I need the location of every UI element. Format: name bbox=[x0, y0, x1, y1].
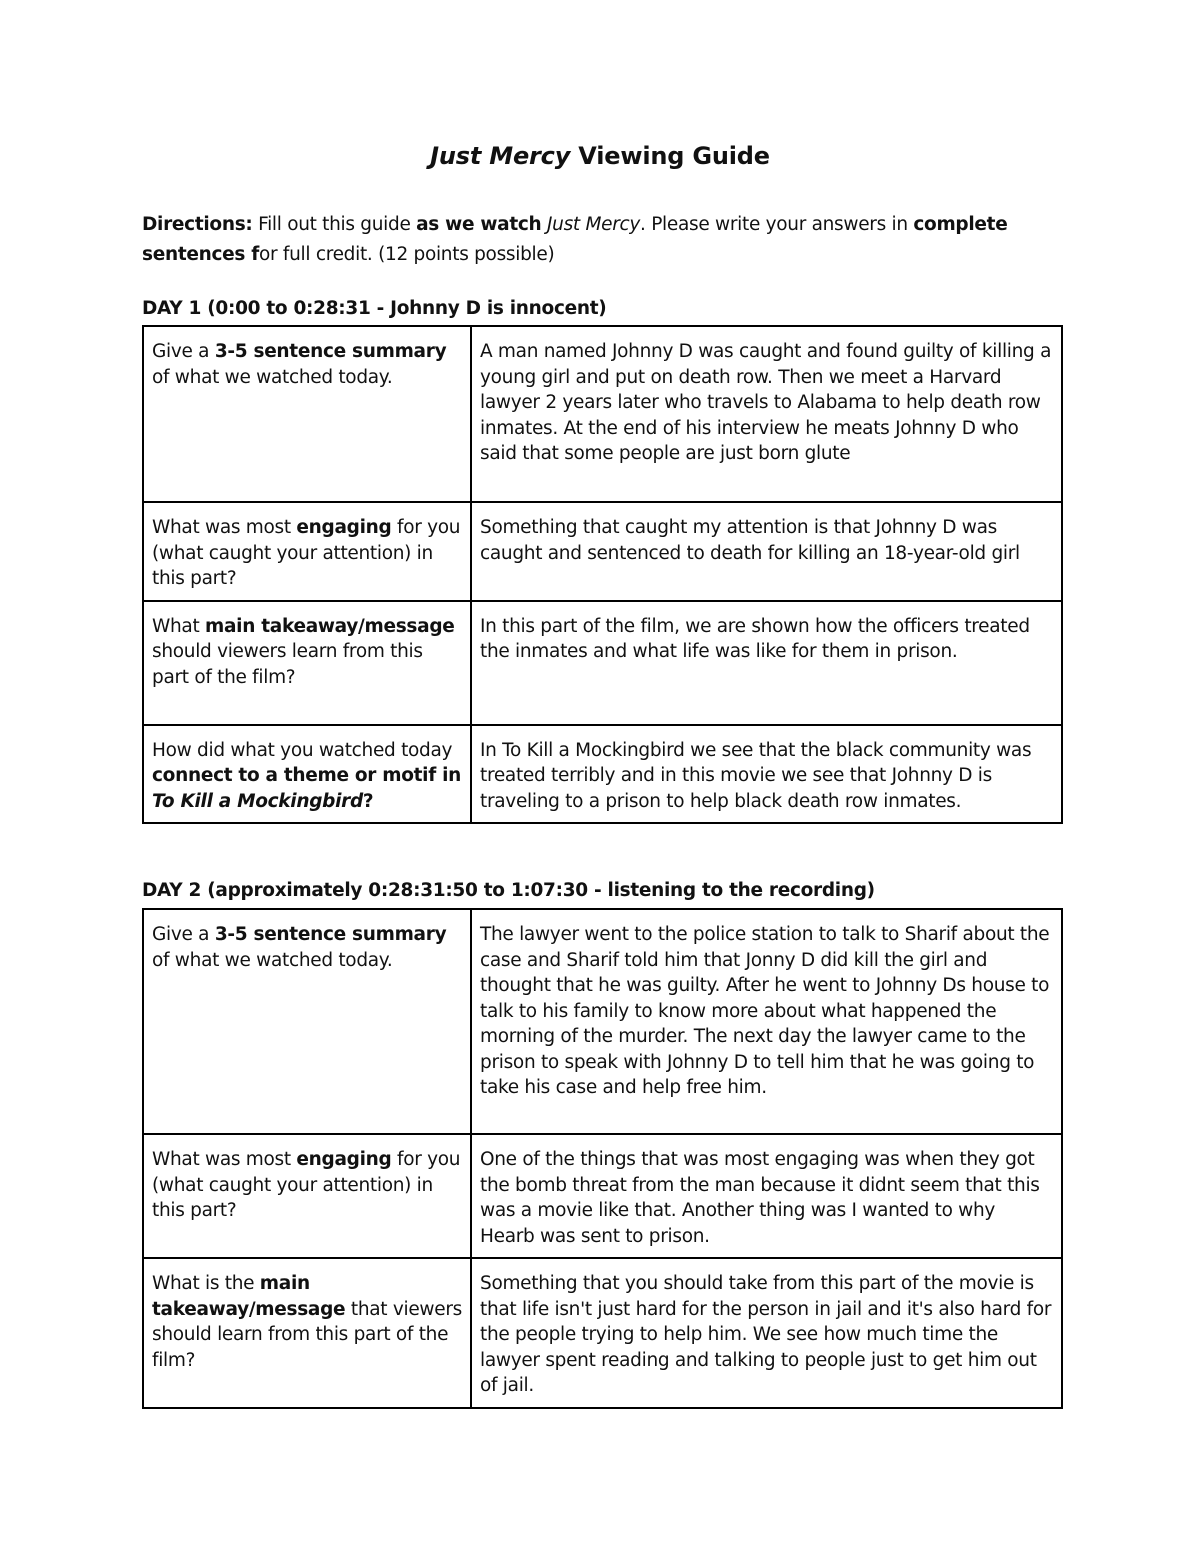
directions-label: Directions: bbox=[142, 214, 253, 235]
table-row bbox=[143, 909, 1062, 1134]
day2-heading: DAY 2 (approximately 0:28:31:50 to 1:07:30 - listening to the recording) bbox=[142, 880, 875, 901]
page-title bbox=[0, 142, 1200, 170]
question-text: What was most bbox=[152, 517, 297, 538]
directions-text-1: Fill out this guide bbox=[252, 214, 417, 235]
table-row bbox=[143, 725, 1062, 824]
question-text: for you (what caught your attention) in this part? bbox=[152, 517, 461, 589]
answer-cell[interactable]: Something that you should take from this part of the movie is that life isn't just hard for the person in jail and it's also hard for the people trying to help him. We see how much time the lawyer spent reading and talking to people just to get him out of jail. bbox=[471, 1258, 1062, 1408]
answer-cell[interactable]: The lawyer went to the police station to talk to Sharif about the case and Sharif told him that Jonny D did kill the girl and thought that he was guilty. After he went to Johnny Ds house to talk to his family to know more about what happened the morning of the murder. The next day the lawyer came to the prison to speak with Johnny D to tell him that he was going to take his case and help free him. bbox=[471, 909, 1062, 1134]
question-text: of what we watched today. bbox=[152, 366, 393, 388]
question-text: Give a bbox=[152, 341, 215, 362]
question-text: should viewers learn from this part of the film? bbox=[152, 641, 423, 688]
question-book-title: To Kill a Mockingbird bbox=[152, 790, 363, 812]
title-film-name: Just Mercy bbox=[430, 142, 571, 170]
answer-cell[interactable]: A man named Johnny D was caught and found guilty of killing a young girl and put on death row. Then we meet a Harvard lawyer 2 years later who travels to Alabama to help death row inmates. At the end of his interview he meats Johnny D who said that some people are just born glute bbox=[471, 326, 1062, 502]
answer-cell[interactable]: In To Kill a Mockingbird we see that the black community was treated terribly and in this movie we see that Johnny D is traveling to a prison to help black death row inmates. bbox=[471, 725, 1062, 824]
question-cell bbox=[143, 601, 471, 725]
question-text: that viewers should learn from this part of the film? bbox=[152, 1298, 462, 1371]
question-cell bbox=[143, 326, 471, 502]
question-bold: main takeaway/message bbox=[152, 1273, 346, 1320]
directions-paragraph bbox=[142, 210, 1062, 270]
question-cell bbox=[143, 909, 471, 1134]
answer-cell[interactable]: One of the things that was most engaging was when they got the bomb threat from the man because it didnt seem that this was a movie like that. Another thing was I wanted to why Hearb was sent to prison. bbox=[471, 1134, 1062, 1258]
directions-bold-2: complete sentences f bbox=[142, 214, 1008, 265]
question-text: of what we watched today. bbox=[152, 949, 393, 971]
question-cell bbox=[143, 1134, 471, 1258]
table-row bbox=[143, 502, 1062, 601]
question-cell bbox=[143, 502, 471, 601]
title-rest: Viewing Guide bbox=[570, 142, 770, 170]
day1-table bbox=[142, 325, 1063, 824]
answer-cell[interactable]: Something that caught my attention is that Johnny D was caught and sentenced to death for killing an 18-year-old girl bbox=[471, 502, 1062, 601]
directions-text-3: . Please write your answers in bbox=[640, 214, 914, 235]
directions-bold-1: as we watch bbox=[416, 214, 542, 235]
table-row bbox=[143, 1134, 1062, 1258]
table-row bbox=[143, 601, 1062, 725]
day1-heading: DAY 1 (0:00 to 0:28:31 - Johnny D is innocent) bbox=[142, 298, 607, 319]
question-bold: main takeaway/message bbox=[205, 615, 455, 637]
question-bold: 3-5 sentence summary bbox=[214, 341, 447, 362]
question-text: Give a bbox=[152, 924, 215, 945]
question-bold: engaging bbox=[296, 1149, 392, 1170]
question-text: for you (what caught your attention) in this part? bbox=[152, 1149, 461, 1221]
table-row bbox=[143, 1258, 1062, 1408]
question-text: What bbox=[152, 615, 205, 637]
directions-film-name: Just Mercy bbox=[547, 214, 641, 235]
question-bold: connect to a theme or motif in bbox=[152, 765, 462, 786]
question-bold: 3-5 sentence summary bbox=[214, 924, 447, 945]
day2-table bbox=[142, 908, 1063, 1409]
question-bold: ? bbox=[362, 790, 374, 812]
question-cell bbox=[143, 725, 471, 824]
question-bold: engaging bbox=[296, 517, 392, 538]
directions-text-4: or full credit. (12 points possible) bbox=[259, 244, 555, 265]
question-text: What was most bbox=[152, 1149, 297, 1170]
answer-cell[interactable]: In this part of the film, we are shown how the officers treated the inmates and what life was like for them in prison. bbox=[471, 601, 1062, 725]
table-row bbox=[143, 326, 1062, 502]
question-text: How did what you watched today bbox=[152, 739, 453, 761]
question-cell bbox=[143, 1258, 471, 1408]
question-text: What is the bbox=[152, 1273, 260, 1294]
